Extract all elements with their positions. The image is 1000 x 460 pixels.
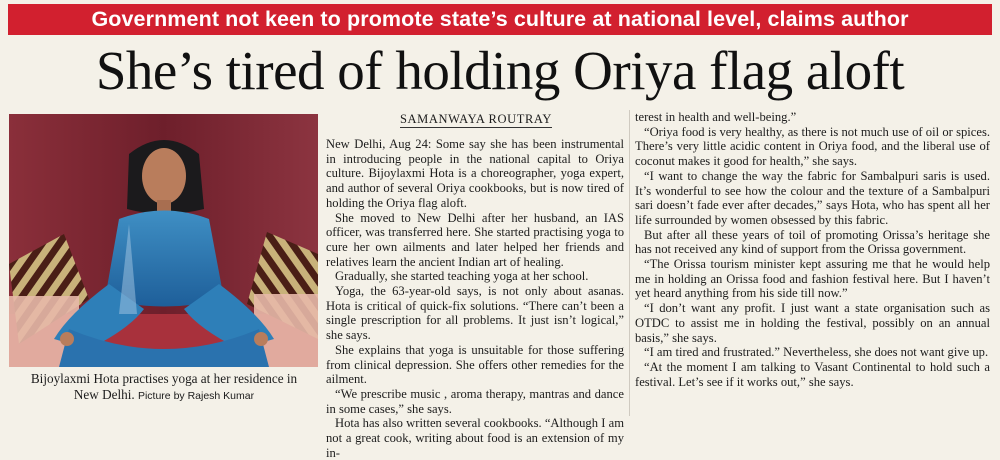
column-divider — [629, 110, 630, 416]
paragraph: “Oriya food is very healthy, as there is not much use of oil or spices. There’s very little acidic content in Oriya food, and the liberal use of coconut makes it good for health,” she says. — [635, 124, 990, 169]
paragraph: “I want to change the way the fabric for Sambalpuri saris is used. It’s wonderful to see how the colour and the texture of a Sambalpuri sari doesn’t fade ever after decades,” says Hota, who has spent all her life surrounded by women obsessed by this fabric. — [635, 168, 990, 227]
paragraph: Gradually, she started teaching yoga at her school. — [335, 269, 589, 284]
article-column-1 — [326, 137, 624, 460]
caption-line-2: New Delhi. — [73, 387, 135, 402]
paragraph: “I am tired and frustrated.” Nevertheless, she does not want give up. — [644, 345, 989, 360]
paragraph: She moved to New Delhi after her husband, an IAS officer, was transferred here. She started practising yoga to cure her own ailments and later helped her friends and relatives learn the ancient Indian art of healing. — [326, 210, 624, 269]
photo-caption — [10, 371, 318, 415]
woman-meditating-photo — [9, 114, 318, 367]
paragraph: She explains that yoga is unsuitable for those suffering from clinical depression. She offers other remedies for the ailment. — [326, 342, 624, 387]
paragraph: New Delhi, Aug 24: Some say she has been instrumental in introducing people in the national capital to Oriya culture. Bijoylaxmi Hota is a choreographer, yoga expert, and author of several Oriya cookbooks, but is now tired of holding the Oriya flag aloft. — [326, 137, 624, 210]
paragraph: “We prescribe music , aroma therapy, mantras and dance in some cases,” she says. — [326, 386, 624, 416]
paragraph: “I don’t want any profit. I just want a state organisation such as OTDC to assist me in holding the festival, possibly on an annual basis,” she says. — [635, 301, 990, 345]
article-column-2 — [635, 110, 990, 419]
paragraph: Yoga, the 63-year-old says, is not only about asanas. Hota is critical of quick-fix solutions. “There can’t been a single prescription for all problems. It just isn’t logical,” she says. — [326, 284, 624, 343]
paragraph: terest in health and well-being.” — [635, 110, 797, 124]
caption-line-1: Bijoylaxmi Hota practises yoga at her residence in — [30, 371, 298, 386]
article-photo — [9, 114, 318, 367]
paragraph: “At the moment I am talking to Vasant Continental to hold such a festival. Let’s see if it works out,” she says. — [635, 359, 990, 389]
headline: She’s tired of holding Oriya flag aloft — [95, 40, 905, 101]
paragraph: But after all these years of toil of promoting Orissa’s heritage she has not received any kind of support from the Orissa government. — [635, 227, 990, 257]
paragraph: “The Orissa tourism minister kept assuring me that he would help me in holding an Orissa food and fashion festival here. But I haven’t yet heard anything from his side till now.” — [635, 257, 990, 301]
photo-credit: Picture by Rajesh Kumar — [137, 390, 255, 402]
paragraph: Hota has also written several cookbooks. “Although I am not a great cook, writing about food is an extension of my in- — [326, 416, 624, 460]
byline: SAMANWAYA ROUTRAY — [399, 112, 552, 126]
kicker-banner: Government not keen to promote state’s culture at national level, claims author — [8, 4, 992, 35]
